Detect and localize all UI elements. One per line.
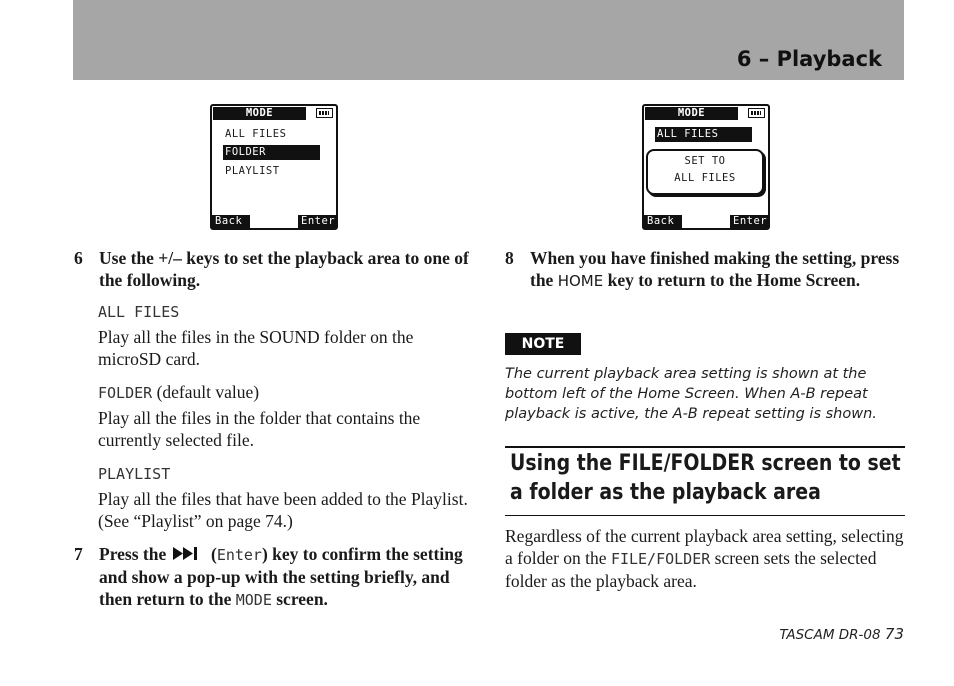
lcd-screen-mode-popup <box>642 104 770 230</box>
enter-key: Enter <box>216 546 262 564</box>
softkey-back: Back <box>212 215 250 228</box>
page-footer <box>779 625 904 643</box>
page-number: 73 <box>884 625 904 643</box>
section-heading: Using the FILE/FOLDER screen to set a folder as the playback area <box>510 451 901 505</box>
option-desc: Play all the files in the SOUND folder on the microSD card. <box>98 327 414 369</box>
section-body <box>505 525 905 592</box>
step-text-post: screen. <box>271 589 328 609</box>
step-7: 7 Press the (Enter) key to confirm the setting and show a pop-up with the setting briefly, and then return to the MODE screen. <box>74 544 463 609</box>
note-label: NOTE <box>505 333 581 355</box>
section-body-post: screen sets the selected folder as the playback area. <box>505 548 877 591</box>
battery-icon <box>316 108 333 118</box>
section-rule-bottom <box>505 515 905 516</box>
home-key: HOME <box>557 272 604 290</box>
step-6 <box>74 247 474 291</box>
lcd-item-playlist: PLAYLIST <box>225 165 280 177</box>
step-text-pre: When you have finished making the setting, press the <box>530 248 900 290</box>
option-desc: Play all the files that have been added to the Playlist. (See “Playlist” on page 74.) <box>98 489 468 531</box>
file-folder-screen-name: FILE/FOLDER <box>610 550 711 568</box>
footer-brand: TASCAM DR-08 <box>779 627 885 643</box>
step-number: 6 <box>74 248 83 268</box>
lcd-screen-mode-list <box>210 104 338 230</box>
option-playlist <box>98 462 478 532</box>
option-name: FOLDER <box>98 384 153 402</box>
lcd-item-folder-selected: FOLDER <box>223 145 320 160</box>
softkey-enter: Enter <box>730 215 768 228</box>
step-text-pre: Press the <box>99 544 171 564</box>
battery-icon <box>748 108 765 118</box>
popup-line2: ALL FILES <box>674 172 736 184</box>
option-folder <box>98 381 478 451</box>
section-rule-top <box>505 446 905 448</box>
step-text-post: key to return to the Home Screen. <box>603 270 861 290</box>
step-8 <box>505 247 905 292</box>
header-bar <box>73 0 904 80</box>
option-suffix: (default value) <box>152 382 260 402</box>
popup-line1: SET TO <box>684 155 726 167</box>
note-text: The current playback area setting is shown at the bottom left of the Home Screen. When A-B repeat playback is active, the A-B repeat setting is shown. <box>505 366 877 422</box>
section-body-pre: Regardless of the current playback area setting, selecting a folder on the <box>505 526 904 568</box>
step-number: 7 <box>74 544 83 564</box>
option-desc: Play all the files in the folder that contains the currently selected file. <box>98 408 421 450</box>
option-all-files <box>98 300 478 370</box>
lcd-item-all-files-selected: ALL FILES <box>655 127 752 142</box>
step-text-mid: ) key to confirm the setting and show a pop-up with the setting briefly, and then return to the <box>99 544 463 609</box>
lcd-title: MODE <box>213 107 306 120</box>
step-text: Use the +/– keys to set the playback area to one of the following. <box>99 248 469 290</box>
lcd-popup <box>646 149 764 195</box>
option-name: ALL FILES <box>98 303 180 321</box>
option-name: PLAYLIST <box>98 465 171 483</box>
chapter-title: 6 – Playback <box>736 47 882 71</box>
lcd-title: MODE <box>645 107 738 120</box>
step-number: 8 <box>505 248 514 268</box>
lcd-item-all-files: ALL FILES <box>225 128 287 140</box>
softkey-back: Back <box>644 215 682 228</box>
skip-forward-icon <box>171 547 207 560</box>
softkey-enter: Enter <box>298 215 336 228</box>
mode-screen-name: MODE <box>235 591 272 609</box>
